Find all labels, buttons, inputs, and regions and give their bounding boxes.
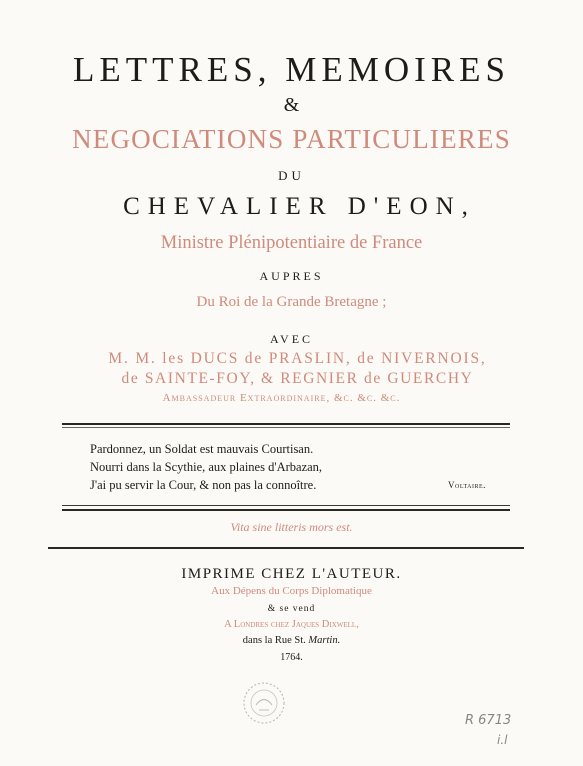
title-chevalier: CHEVALIER D'EON, <box>123 193 476 220</box>
title-ambassadeur: Ambassadeur Extraordinaire, &c. &c. &c. <box>162 392 401 404</box>
motto: Vita sine litteris mors est. <box>230 520 353 534</box>
divider-middle <box>62 505 510 506</box>
divider-upper <box>62 423 510 425</box>
epigraph-line-1: Pardonnez, un Soldat est mauvais Courtisan. <box>90 442 314 456</box>
library-stamp <box>241 680 287 726</box>
imprint-street-italic: Martin. <box>308 635 341 646</box>
imprint-line-1: IMPRIME CHEZ L'AUTEUR. <box>181 566 402 582</box>
title-line-negociations: NEGOCIATIONS PARTICULIERES <box>72 124 511 154</box>
imprint-line-5 <box>0 635 583 646</box>
title-avec: AVEC <box>269 332 314 346</box>
divider-upper-thin <box>62 427 510 428</box>
imprint-line-2: Aux Dépens du Corps Diplomatique <box>211 585 372 597</box>
title-aupres: AUPRES <box>259 269 324 283</box>
epigraph-line-3: J'ai pu servir la Cour, & non pas la connoître. <box>90 478 317 492</box>
title-ducs-line2: de SAINTE-FOY, & REGNIER de GUERCHY <box>121 370 474 387</box>
epigraph-author: Voltaire. <box>448 480 486 490</box>
title-ducs-line1: M. M. les DUCS de PRASLIN, de NIVERNOIS, <box>108 350 487 367</box>
title-line-lettres: LETTRES, MEMOIRES <box>73 50 510 89</box>
imprint-line-3: & se vend <box>267 604 316 614</box>
title-roi: Du Roi de la Grande Bretagne ; <box>196 294 387 310</box>
imprint-line-4: A Londres chez Jaques Dixwell, <box>224 619 359 630</box>
divider-middle-heavy <box>62 509 510 511</box>
divider-lower <box>48 547 524 549</box>
imprint-street: dans la Rue St. <box>242 635 309 646</box>
title-ampersand: & <box>283 94 300 116</box>
imprint-year: 1764. <box>280 652 303 663</box>
title-du: DU <box>278 168 305 183</box>
pencil-note: i.l <box>497 733 508 747</box>
shelfmark: R 6713 <box>465 713 512 728</box>
title-ministre: Ministre Plénipotentiaire de France <box>160 233 423 253</box>
epigraph-line-2: Nourri dans la Scythie, aux plaines d'Arbazan, <box>90 460 323 474</box>
